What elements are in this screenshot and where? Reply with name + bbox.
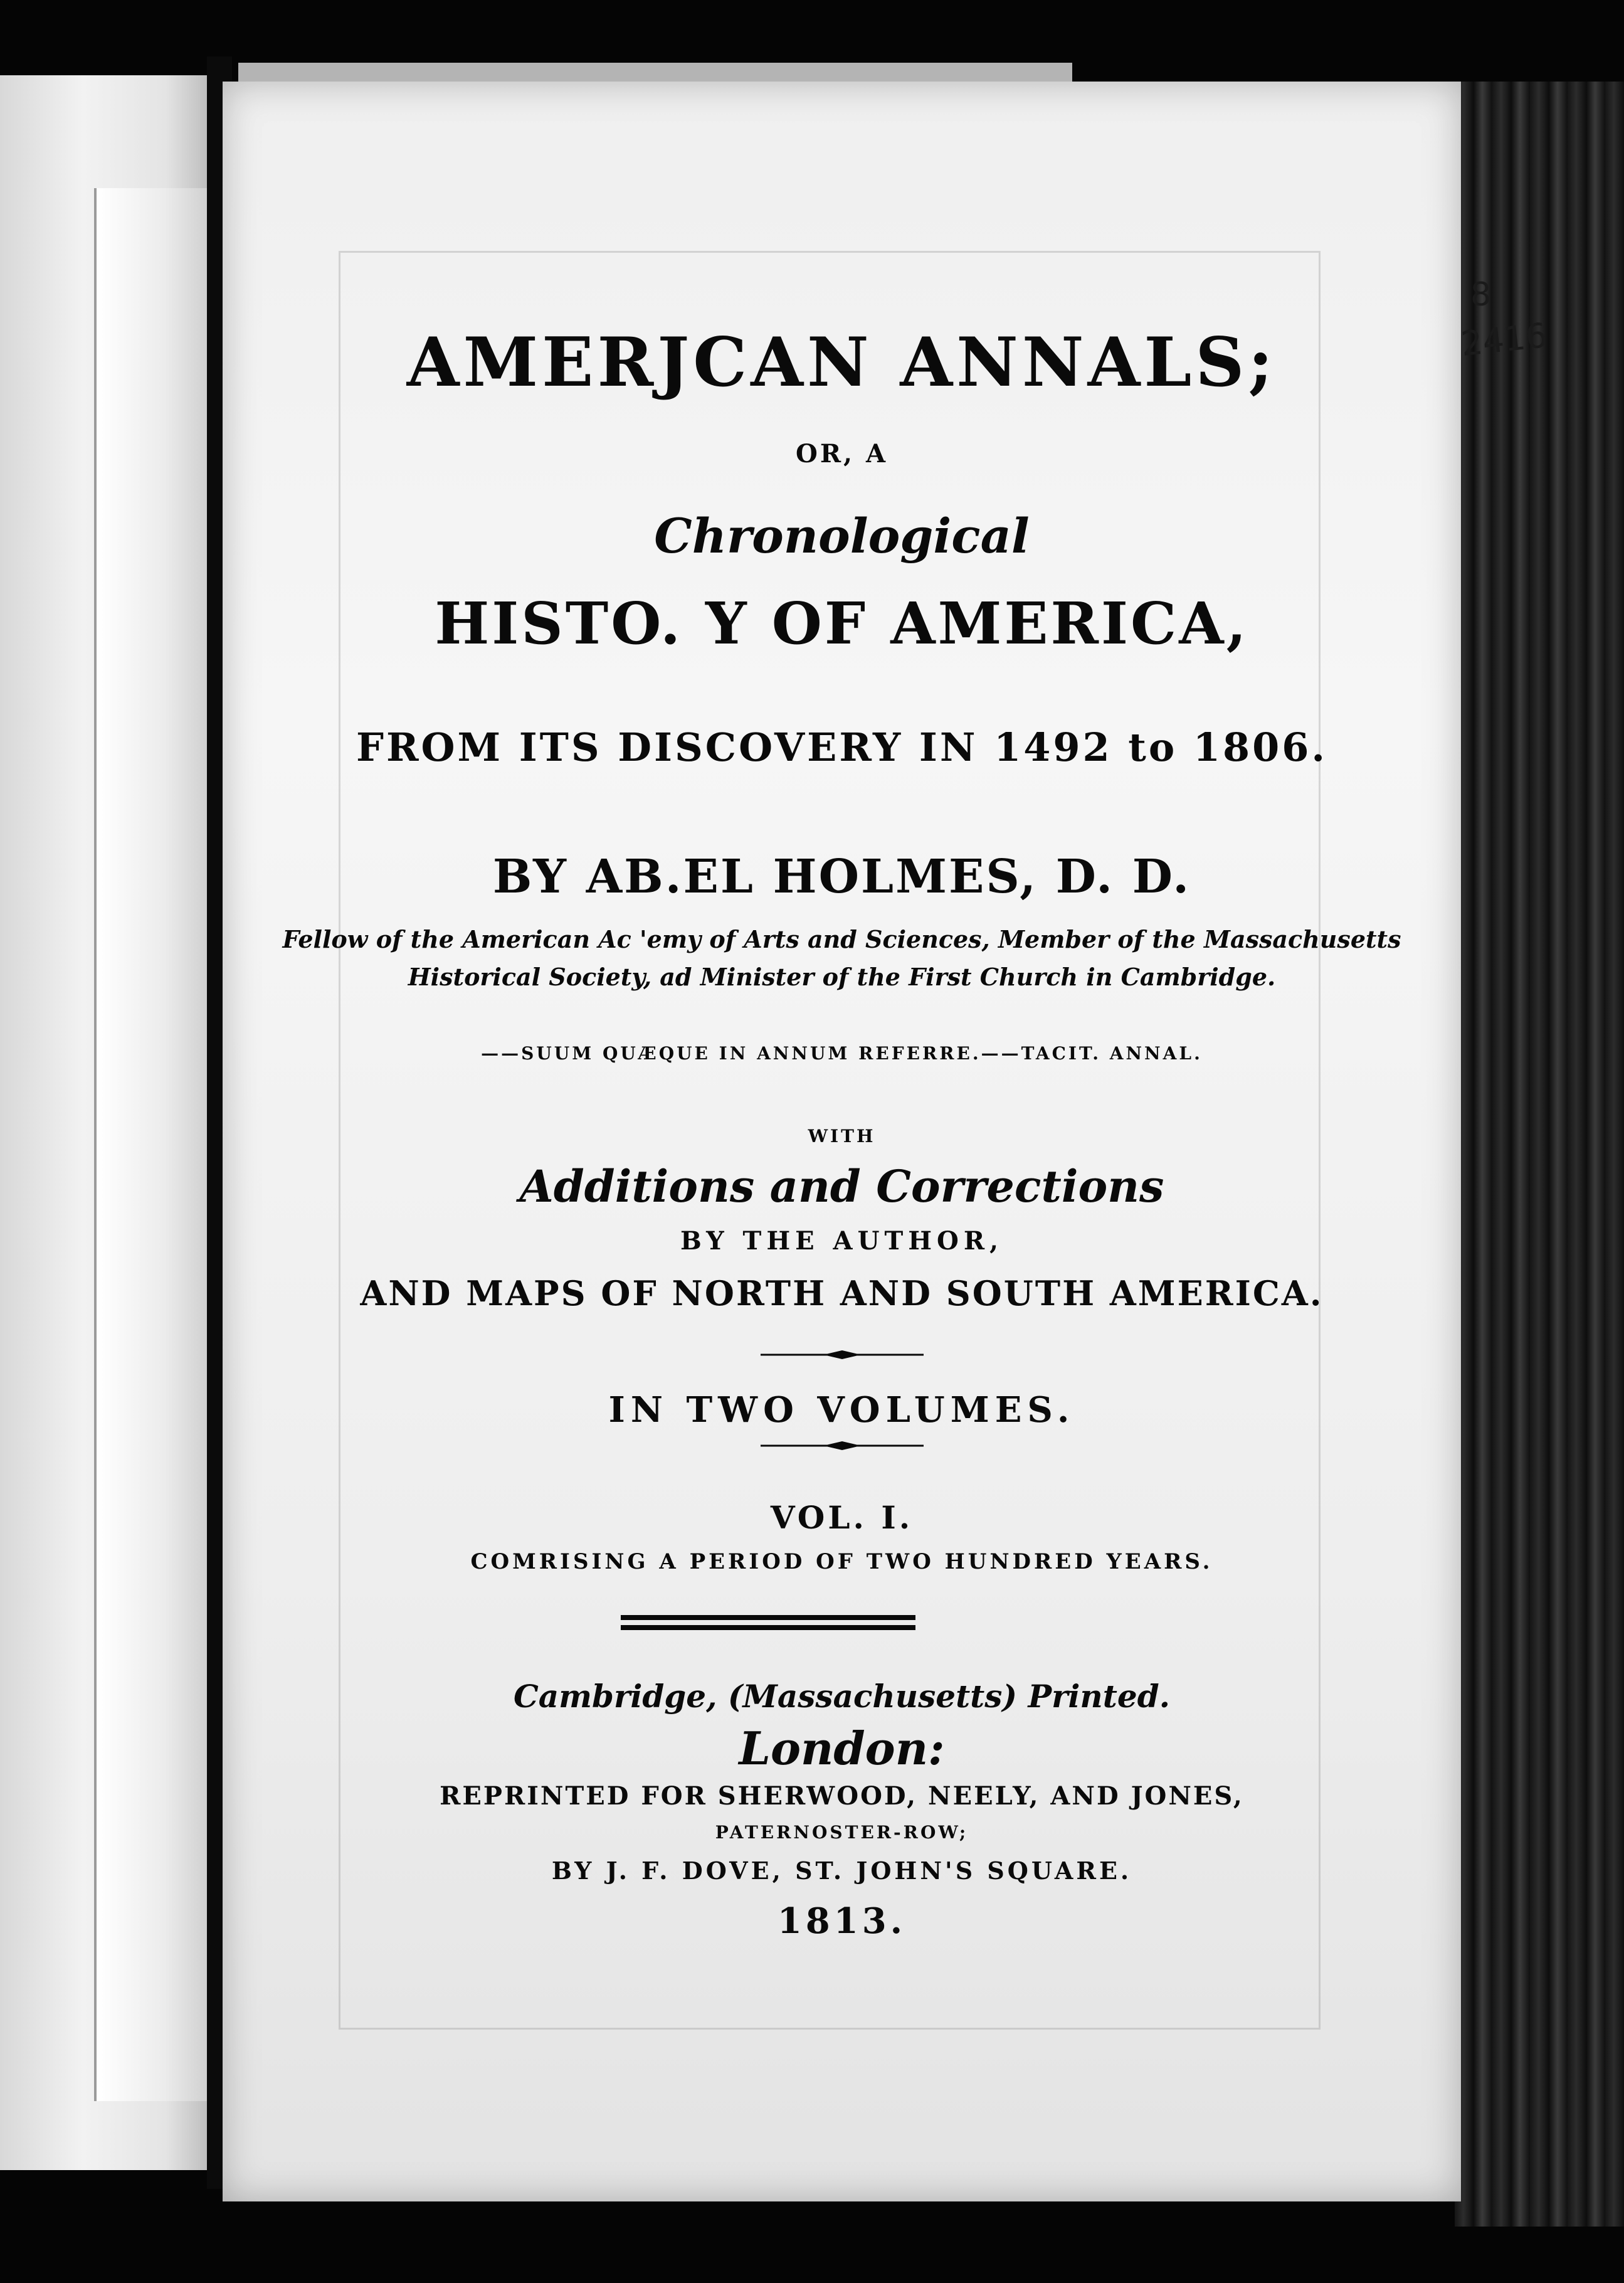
author-credentials-line2: Historical Society, ad Minister of the First Church in Cambridge. [408, 963, 1276, 991]
epigraph: ——SUUM QUÆQUE IN ANNUM REFERRE.——TACIT. ANNAL. [481, 1043, 1203, 1064]
author-credentials-line1: Fellow of the American Ac 'emy of Arts and Sciences, Member of the Massachusetts [282, 925, 1401, 953]
title-connector: OR, A [796, 439, 888, 469]
handwritten-number: 2416 [1459, 315, 1549, 364]
subtitle-history: HISTO. Y OF AMERICA, [435, 590, 1249, 657]
left-page-edge [94, 188, 209, 2101]
printer-line: BY J. F. DOVE, ST. JOHN'S SQUARE. [551, 1857, 1132, 1885]
title-page [223, 82, 1549, 2201]
publication-year: 1813. [777, 1900, 907, 1942]
date-range: FROM ITS DISCOVERY IN 1492 to 1806. [356, 724, 1328, 770]
volume-period: COMRISING A PERIOD OF TWO HUNDRED YEARS. [470, 1549, 1213, 1574]
ornament-rule-bottom [223, 1439, 1461, 1452]
handwritten-number-top: 8 [1470, 276, 1492, 314]
maps-note: AND MAPS OF NORTH AND SOUTH AMERICA. [360, 1273, 1324, 1313]
by-the-author: BY THE AUTHOR, [680, 1226, 1004, 1256]
imprint-london: London: [739, 1722, 945, 1775]
imprint-cambridge: Cambridge, (Massachusetts) Printed. [513, 1678, 1171, 1715]
with-label: WITH [808, 1126, 876, 1147]
subtitle-chronological: Chronological [654, 508, 1030, 564]
book-title: AMERJCAN ANNALS; [406, 323, 1277, 402]
author-name: BY AB.EL HOLMES, D. D. [492, 850, 1191, 904]
publisher-line: REPRINTED FOR SHERWOOD, NEELY, AND JONES, [440, 1781, 1244, 1811]
publisher-address: PATERNOSTER-ROW; [715, 1822, 969, 1843]
additions-heading: Additions and Corrections [519, 1160, 1164, 1212]
binding-edge [1455, 82, 1624, 2227]
double-rule [621, 1615, 915, 1633]
ornament-rule-top [223, 1348, 1461, 1361]
volume-count: IN TWO VOLUMES. [608, 1389, 1075, 1431]
volume-number: VOL. I. [770, 1499, 914, 1536]
